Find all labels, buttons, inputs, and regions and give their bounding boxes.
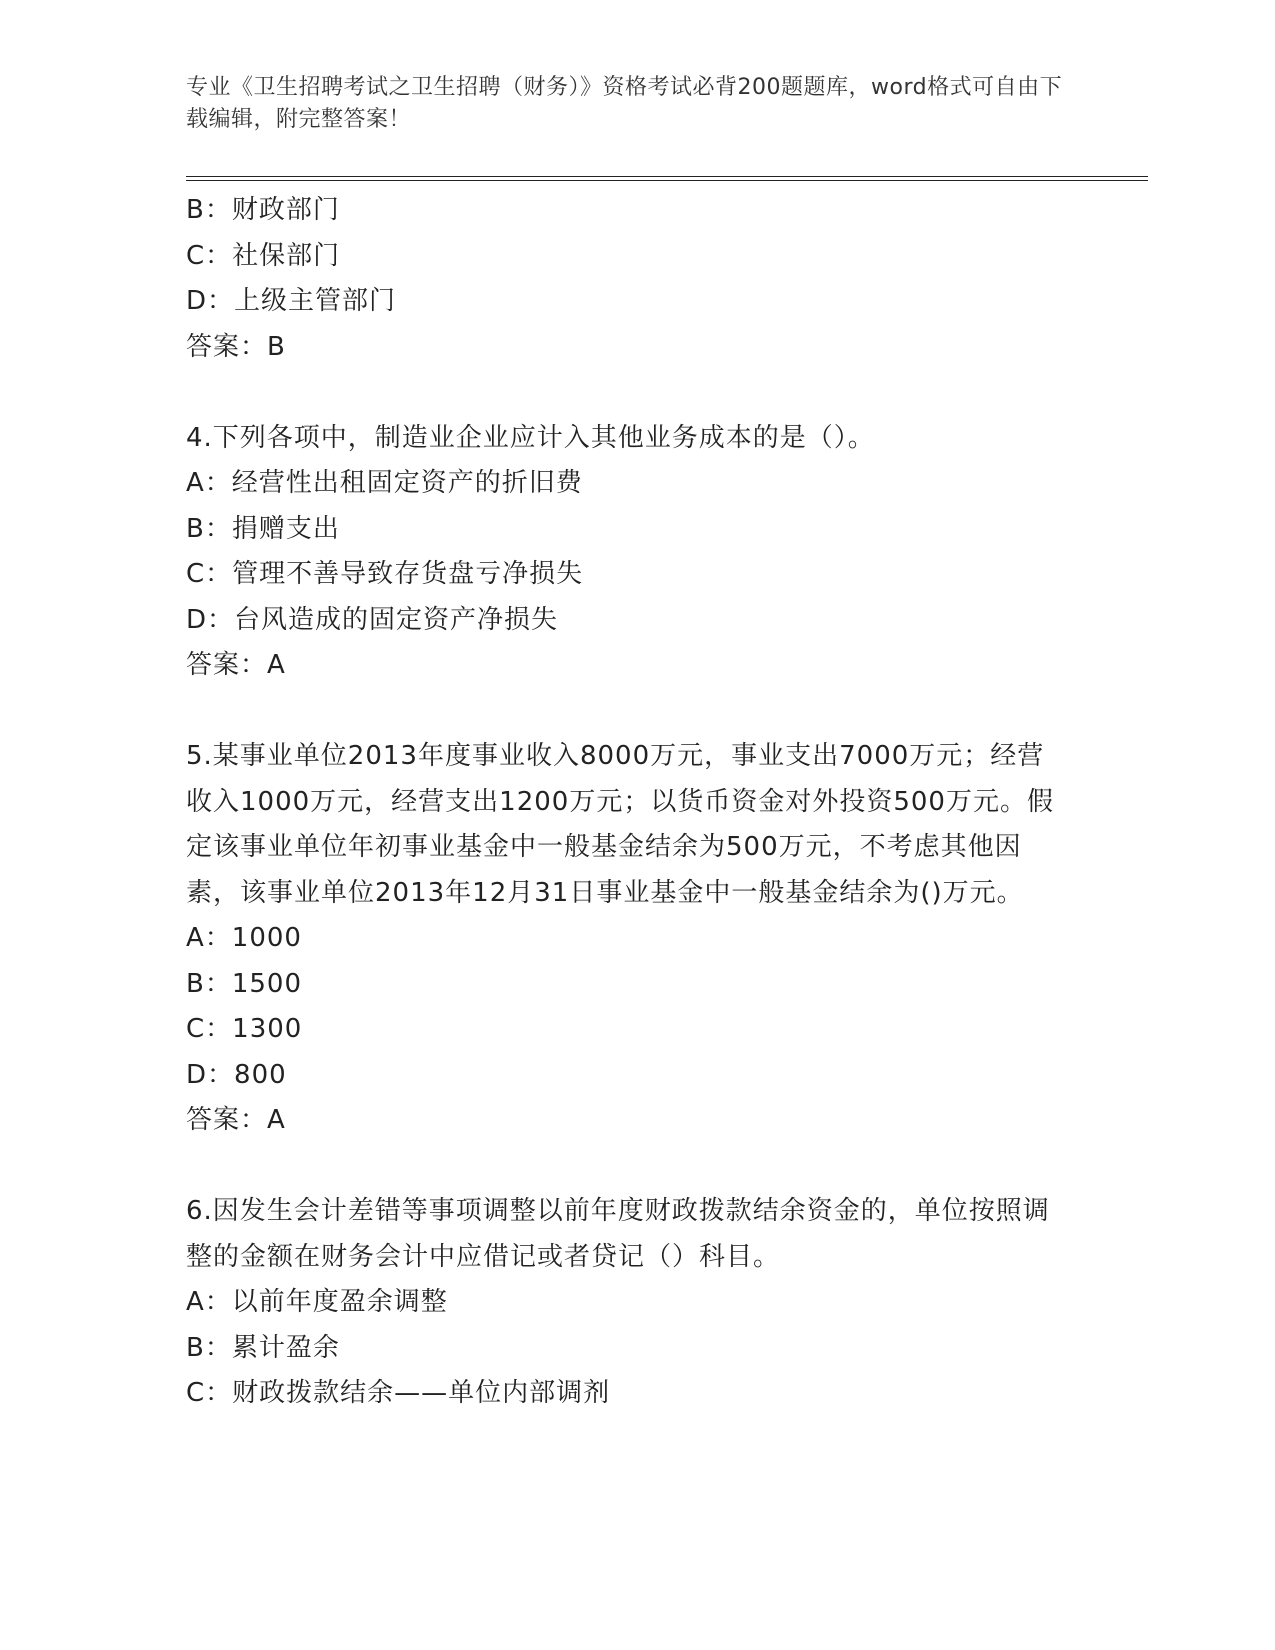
spacer: [186, 689, 1086, 735]
header-divider: [186, 176, 1148, 181]
option-b: B：1500: [186, 968, 303, 999]
question-block-3-continued: [186, 188, 1086, 370]
option-d: D：800: [186, 1059, 287, 1090]
answer-line: 答案：A: [186, 650, 286, 680]
option-d: D：台风造成的固定资产净损失: [186, 604, 559, 635]
option-a: A：经营性出租固定资产的折旧费: [186, 468, 583, 498]
answer-line: 答案：B: [186, 331, 286, 362]
question-block-4: [186, 416, 1086, 689]
option-d: D：上级主管部门: [186, 286, 397, 316]
option-c: C：管理不善导致存货盘亏净损失: [186, 559, 584, 589]
option-a: A：1000: [186, 923, 302, 953]
option-c: C：社保部门: [186, 240, 341, 271]
option-c: C：财政拨款结余——单位内部调剂: [186, 1378, 611, 1408]
question-text: 4.下列各项中，制造业企业应计入其他业务成本的是（）。: [186, 422, 875, 453]
question-block-6: [186, 1189, 1086, 1417]
document-header: [186, 72, 1066, 136]
question-text: 6.因发生会计差错等事项调整以前年度财政拨款结余资金的，单位按照调整的金额在财务会计中应借记或者贷记（）科目。: [186, 1196, 1050, 1272]
option-b: B：捐赠支出: [186, 513, 340, 544]
option-b: B：累计盈余: [186, 1332, 340, 1363]
option-a: A：以前年度盈余调整: [186, 1287, 448, 1317]
spacer: [186, 1144, 1086, 1190]
answer-line: 答案：A: [186, 1105, 286, 1135]
question-list: [186, 188, 1086, 1417]
option-b: B：财政部门: [186, 195, 340, 225]
header-text: 专业《卫生招聘考试之卫生招聘（财务）》资格考试必背200题题库，word格式可自由下载编辑，附完整答案！: [186, 75, 1063, 132]
spacer: [186, 370, 1086, 416]
question-text: 5.某事业单位2013年度事业收入8000万元，事业支出7000万元；经营收入1000万元，经营支出1200万元；以货币资金对外投资500万元。假定该事业单位年初事业基金中一般基金结余为500万元，不考虑其他因素，该事业单位2013年12月31日事业基金中一般基金结余为()万元。: [186, 741, 1054, 908]
question-block-5: [186, 734, 1086, 1144]
option-c: C：1300: [186, 1014, 303, 1044]
